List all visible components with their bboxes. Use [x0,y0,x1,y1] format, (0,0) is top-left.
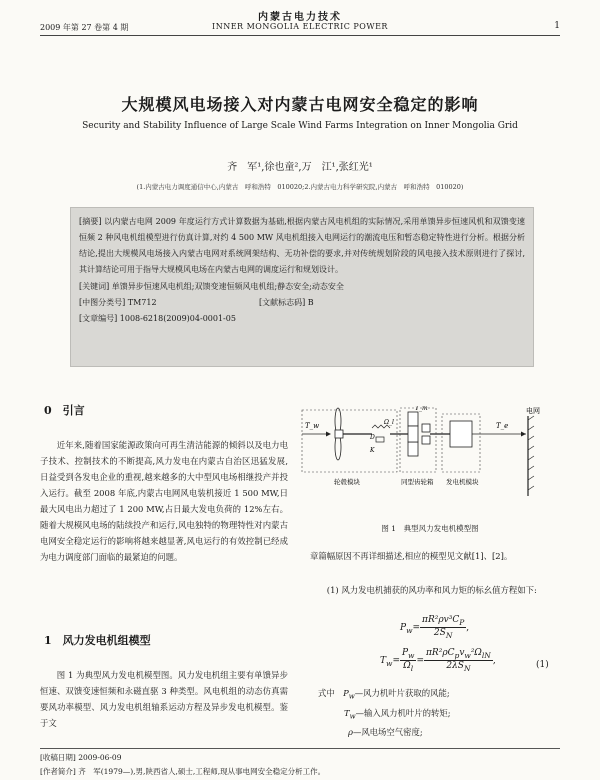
label-omega-l: Ω_l [384,419,394,426]
header-rule [40,35,560,36]
classification-row [79,295,525,311]
gear-large-center [408,426,418,442]
title-english: Security and Stability Influence of Large Scale Wind Farms Integration on Inner Mongolia Grid [82,121,518,131]
footnote-rule [40,748,560,749]
power-paragraph: (1) 风力发电机捕获的风功率和风力矩的标幺值方程如下: [326,585,537,595]
equation-pw: $P_w=$ $\frac{\pi R^2\rho v^3C_P}{2S_N}$ , [400,615,470,640]
model-column [40,667,288,731]
label-gearbox-module: 同型齿轮箱 [401,478,434,486]
keywords: [关键词] 单馈异步恒速风电机组;双馈变速恒频风电机组;静态安全;动态安全 [79,282,344,291]
issue-info: 2009 年第 27 卷第 4 期 [40,23,129,32]
abstract-text: [摘要] 以内蒙古电网 2009 年度运行方式计算数据为基础,根据内蒙古风电机组的实际情况,采用单馈异步恒速风机和双馈变速恒频 2 种风电机组模型进行仿真计算,对约 4 500 MW 风电机组接入电网运行的潮流电压和暂态稳定特性进行分析。根据分析结论,提出大规模风电场接入内蒙古电网对系统网架结构、无功补偿的要求,并对传统规划阶段的风电接入技术原则进行了探讨,其计算结论可用于指导大规模风电场在内蒙古电网的调度运行和规划设计。 [79,217,525,274]
received-date: [收稿日期] 2009-06-09 [40,753,122,762]
equation-number: (1) [536,660,549,670]
affiliation: (1.内蒙古电力调度通信中心,内蒙古 呼和浩特 010020;2.内蒙古电力科学研究院,内蒙古 呼和浩特 010020) [136,183,464,191]
label-grid: 电网 [526,407,540,415]
running-header-journal: 内蒙古电力技术 [258,12,342,23]
tw-arrowhead [326,432,331,437]
wind-turbine-diagram [300,406,560,521]
label-d: D [370,434,375,441]
author-bio: [作者简介] 齐 军(1979—),男,陕西省人,硕士,工程师,现从事电网安全稳定分析工作。 [40,767,326,776]
generator-box [450,421,472,447]
definition-tw: $T_w—$输入风力机叶片的转矩; [344,707,451,721]
label-generator-module: 发电机模块 [446,478,479,486]
intro-column [40,437,288,565]
right-paragraph: 章篇幅原因不再详细描述,相应的模型见文献[1]、[2]。 [310,551,513,561]
label-tw: T_w [305,422,320,430]
journal-en-name: INNER MONGOLIA ELECTRIC POWER [212,22,388,31]
abstract-box [70,207,534,367]
damper-d [376,437,384,442]
article-number: [文章编号] 1008-6218(2009)04-0001-05 [79,314,236,323]
model-paragraph: 图 1 为典型风力发电机模型图。风力发电机组主要有单馈异步恒速、双馈变速恒频和永磁直驱 3 种类型。风电机组的动态仿真需要风功率模型、风力发电机组轴系运动方程及异步发电机模型。鉴于文 [40,670,288,728]
te-arrowhead [521,432,526,437]
document-code: [文献标志码] B [259,298,314,307]
grid-hatch [528,416,534,490]
definition-pw: 式中 $P_w—$风力机叶片获取的风能; [318,688,450,701]
wheel-module-box [302,410,397,472]
figure-wind-turbine-model [300,406,560,541]
label-tm: T_m [415,406,428,412]
gear-small-bottom [422,436,430,444]
gear-small-top [422,424,430,432]
right-column-continued [310,548,560,564]
intro-paragraph: 近年来,随着国家能源政策向可再生清洁能源的倾斜以及电力电子技术、控制技术的不断提高,风力发电在内蒙古自治区迅猛发展,日益受到各发电企业的重视,越来越多的大中型风电场相继投产并投入运行。截至 2008 年底,内蒙古电网风电装机接近 1 500 MW,日最大风电出力超过了 1 200 MW,占日最大发电负荷的 12%左右。随着大规模风电场的陆续投产和运行,风电独特的物理特性对内蒙古电网安全稳定运行的影响将越来越显著,风电运行的有效控制已经成为电力调度部门面临的最紧迫的问题。 [40,440,288,562]
title-chinese: 大规模风电场接入对内蒙古电网安全稳定的影响 [121,95,479,114]
hub [335,430,343,438]
authors: 齐 军¹,徐也童²,万 江¹,张红光¹ [227,162,373,173]
definition-rho: ρ—风电场空气密度; [348,727,423,738]
label-te: T_e [496,422,509,430]
power-equation-intro [310,582,560,598]
page-number: 1 [554,21,560,31]
abstract-meta [79,279,525,327]
label-k: K [370,447,375,454]
figure-caption: 图 1 典型风力发电机模型图 [381,524,479,533]
section-title-model: 1 风力发电机组模型 [44,634,151,647]
symbol-definitions [318,685,451,740]
gear-large-top [408,412,418,426]
clc-number: [中图分类号] TM712 [79,298,157,307]
section-title-intro: 0 引言 [44,404,85,417]
gear-large-bottom [408,442,418,456]
equation-tw: $T_w=$ $\frac{P_w}{\Omega_l}$ = $\frac{\pi R^2\rho C_pv_w^2\Omega_{lN}}{2\lambda S_N}$ , [380,648,496,673]
label-wheel-module: 轮毂模块 [334,478,360,486]
